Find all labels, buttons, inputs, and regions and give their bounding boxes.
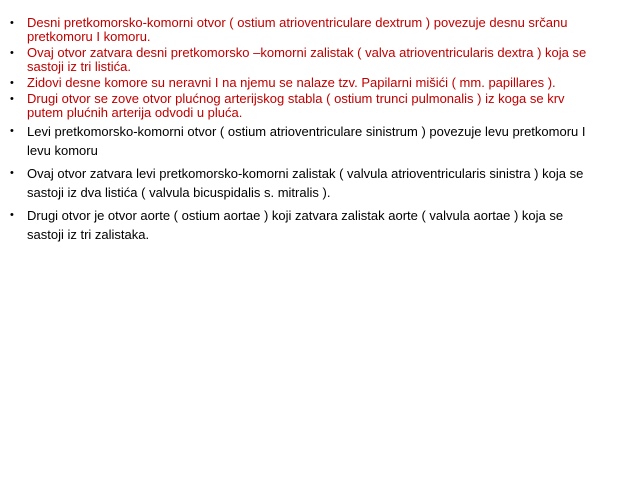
bullet-text: Ovaj otvor zatvara levi pretkomorsko-komorni zalistak ( valvula atrioventricularis sinistra ) koja se sastoji iz dva listića ( valvula bicuspidalis s. mitralis ). bbox=[27, 166, 584, 200]
bullet-icon: • bbox=[10, 93, 14, 105]
bullet-item bbox=[10, 206, 600, 244]
bullet-icon: • bbox=[10, 17, 14, 29]
bullet-item bbox=[10, 46, 600, 74]
bullet-item bbox=[10, 122, 600, 160]
bullet-text: Zidovi desne komore su neravni I na njemu se nalaze tzv. Papilarni mišići ( mm. papillares ). bbox=[27, 75, 556, 90]
bullet-text: Drugi otvor je otvor aorte ( ostium aortae ) koji zatvara zalistak aorte ( valvula aortae ) koja se sastoji iz tri zalistaka. bbox=[27, 208, 564, 242]
bullet-icon: • bbox=[10, 125, 14, 137]
bullet-icon: • bbox=[10, 77, 14, 89]
bullet-item bbox=[10, 92, 600, 120]
bullet-text: Drugi otvor se zove otvor plućnog arterijskog stabla ( ostium trunci pulmonalis ) iz koga se krv putem plućnih arterija odvodi u pluća. bbox=[27, 91, 565, 120]
bullet-item bbox=[10, 16, 600, 44]
bullet-item bbox=[10, 76, 600, 90]
bullet-icon: • bbox=[10, 209, 14, 221]
bullet-icon: • bbox=[10, 167, 14, 179]
bullet-item bbox=[10, 164, 600, 202]
bullet-icon: • bbox=[10, 47, 14, 59]
bullet-text: Desni pretkomorsko-komorni otvor ( ostium atrioventriculare dextrum ) povezuje desnu srčanu pretkomoru I komoru. bbox=[27, 15, 568, 44]
bullet-list bbox=[10, 16, 600, 248]
bullet-text: Levi pretkomorsko-komorni otvor ( ostium atrioventriculare sinistrum ) povezuje levu pretkomoru I levu komoru bbox=[27, 124, 586, 158]
bullet-text: Ovaj otvor zatvara desni pretkomorsko –komorni zalistak ( valva atrioventricularis dextra ) koja se sastoji iz tri listića. bbox=[27, 45, 587, 74]
